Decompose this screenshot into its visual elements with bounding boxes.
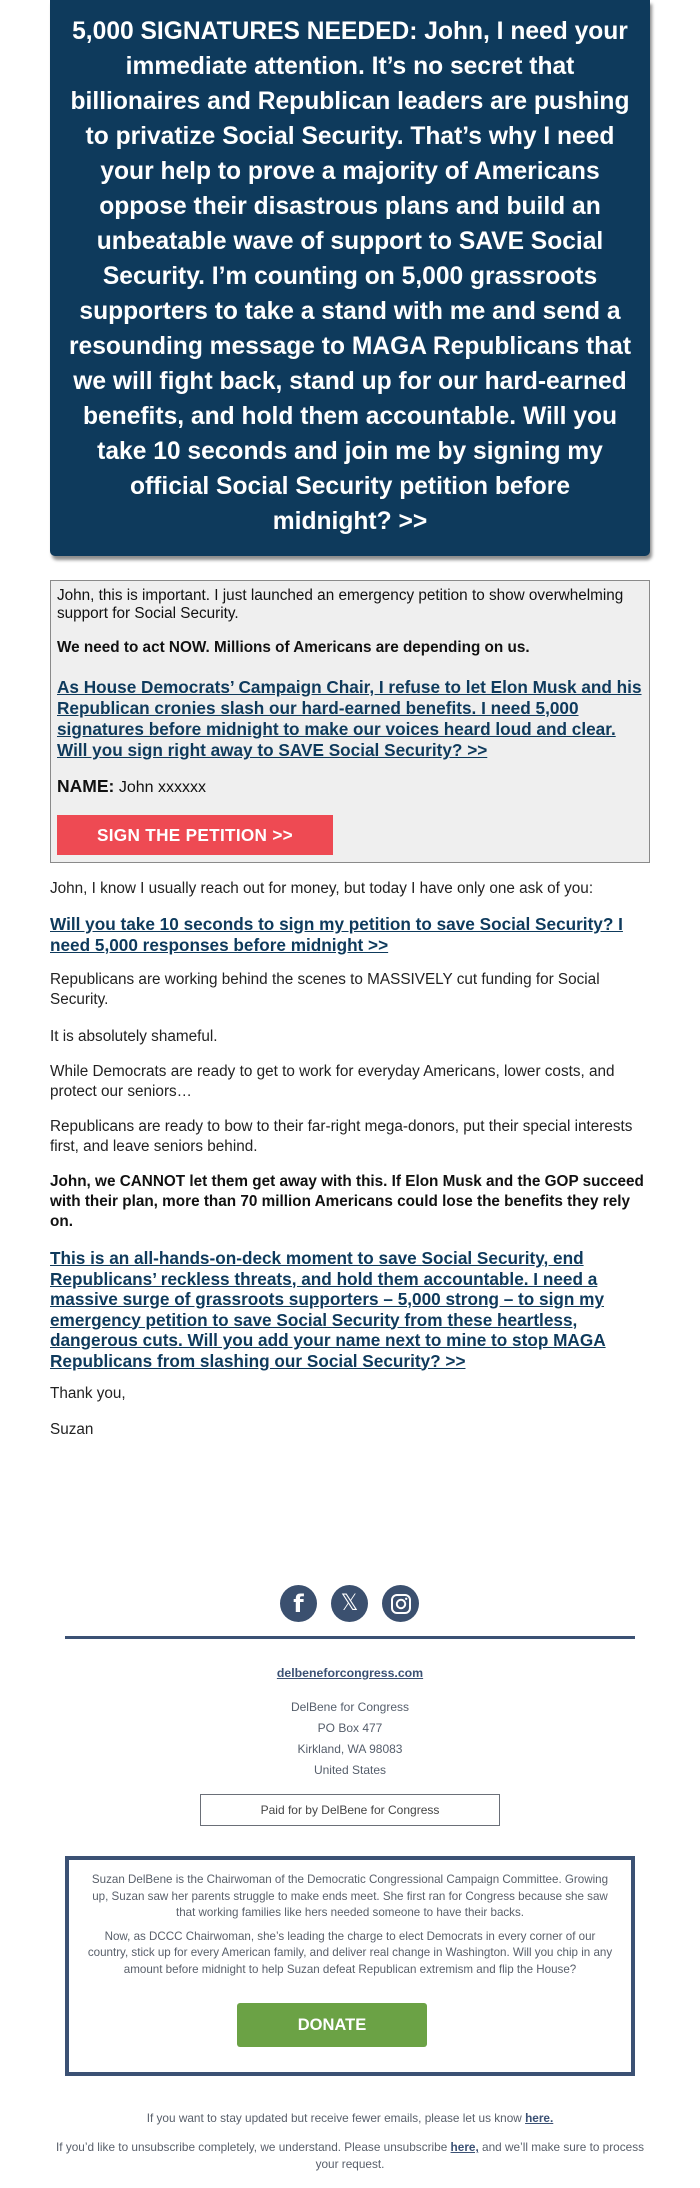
footer-po-box: PO Box 477 — [317, 1721, 383, 1735]
social-links — [50, 1585, 650, 1625]
body-bold-paragraph: John, we CANNOT let them get away with this. If Elon Musk and the GOP succeed with their plan, more than 70 million Americans could lose the benefits they rely on. — [50, 1173, 644, 1230]
website-link[interactable]: delbeneforcongress.com — [276, 1666, 424, 1680]
body-paragraph: Republicans are working behind the scenes to MASSIVELY cut funding for Social Security. — [50, 971, 600, 1008]
footer-country: United States — [313, 1763, 387, 1777]
paid-for-disclaimer — [200, 1794, 500, 1826]
signature-name: Suzan — [50, 1421, 94, 1438]
facebook-glyph: f — [293, 1589, 304, 1618]
paid-for-text: Paid for by DelBene for Congress — [260, 1803, 440, 1817]
name-value: John xxxxxx — [118, 779, 206, 796]
fewer-emails-note — [50, 2110, 650, 2127]
footer-divider — [65, 1636, 635, 1639]
footer-city: Kirkland, WA 98083 — [297, 1742, 403, 1756]
petition-link[interactable]: As House Democrats’ Campaign Chair, I refuse to let Elon Musk and his Republican cronies slash our hard-earned benefits. I need 5,000 signatures before midnight to make our voices heard loud and clear. Will you sign right away to SAVE Social Security? >> — [57, 677, 642, 760]
body-paragraph: It is absolutely shameful. — [50, 1028, 218, 1045]
body-paragraph: While Democrats are ready to get to work for everyday Americans, lower costs, and protect our seniors… — [50, 1063, 615, 1100]
x-twitter-icon[interactable] — [331, 1585, 368, 1622]
instagram-icon[interactable] — [382, 1585, 419, 1622]
petition-urgent-text: We need to act NOW. Millions of Americans are depending on us. — [57, 639, 530, 656]
unsubscribe-text-end: and we’ll make sure to process your request. — [315, 2140, 644, 2171]
body-link-sign[interactable]: Will you take 10 seconds to sign my petition to save Social Security? I need 5,000 responses before midnight >> — [50, 914, 623, 955]
footer-org: DelBene for Congress — [290, 1700, 410, 1714]
donate-button[interactable]: DONATE — [237, 2003, 427, 2047]
hero-banner[interactable] — [50, 0, 650, 556]
petition-intro: John, this is important. I just launched an emergency petition to show overwhelming support for Social Security. — [57, 587, 624, 622]
facebook-icon[interactable] — [280, 1585, 317, 1622]
name-field — [57, 777, 206, 797]
instagram-glyph — [390, 1593, 412, 1615]
petition-box — [50, 580, 650, 863]
closing-thanks: Thank you, — [50, 1385, 126, 1402]
bio-paragraph: Now, as DCCC Chairwoman, she’s leading the charge to elect Democrats in every corner of our country, stick up for every American family, and deliver real change in Washington. Will you chip in any amount before midnight to help Suzan defeat Republican extremism and flip the House? — [87, 1929, 613, 1976]
body-paragraph: Republicans are ready to bow to their far-right mega-donors, put their special interests first, and leave seniors behind. — [50, 1118, 633, 1155]
body-intro: John, I know I usually reach out for money, but today I have only one ask of you: — [50, 880, 594, 897]
x-glyph: 𝕏 — [340, 1591, 359, 1616]
fewer-emails-text: If you want to stay updated but receive fewer emails, please let us know — [146, 2111, 522, 2125]
fewer-emails-link[interactable]: here. — [525, 2111, 554, 2125]
unsubscribe-note — [50, 2139, 650, 2173]
hero-headline[interactable]: 5,000 SIGNATURES NEEDED: John, I need your immediate attention. It’s no secret that billionaires and Republican leaders are pushing to privatize Social Security. That’s why I need your help to prove a majority of Americans oppose their disastrous plans and build an unbeatable wave of support to SAVE Social Security. I’m counting on 5,000 grassroots supporters to take a stand with me and send a resounding message to MAGA Republicans that we will fight back, stand up for our hard-earned benefits, and hold them accountable. Will you take 10 seconds and join me by signing my official Social Security petition before midnight? >> — [68, 18, 632, 535]
unsubscribe-text: If you’d like to unsubscribe completely, we understand. Please unsubscribe — [56, 2140, 448, 2154]
unsubscribe-link[interactable]: here, — [450, 2140, 479, 2154]
bio-paragraph: Suzan DelBene is the Chairwoman of the Democratic Congressional Campaign Committee. Growing up, Suzan saw her parents struggle to make ends meet. She first ran for Congress because she saw that working families like hers needed someone to have their backs. — [91, 1873, 609, 1919]
body-link-petition[interactable]: This is an all-hands-on-deck moment to save Social Security, end Republicans’ reckless threats, and hold them accountable. I need a massive surge of grassroots supporters – 5,000 strong – to sign my emergency petition to save Social Security from these heartless, dangerous cuts. Will you add your name next to mine to stop MAGA Republicans from slashing our Social Security? >> — [50, 1248, 606, 1371]
sign-petition-button[interactable]: SIGN THE PETITION >> — [57, 815, 333, 855]
name-label: NAME: — [57, 776, 115, 796]
